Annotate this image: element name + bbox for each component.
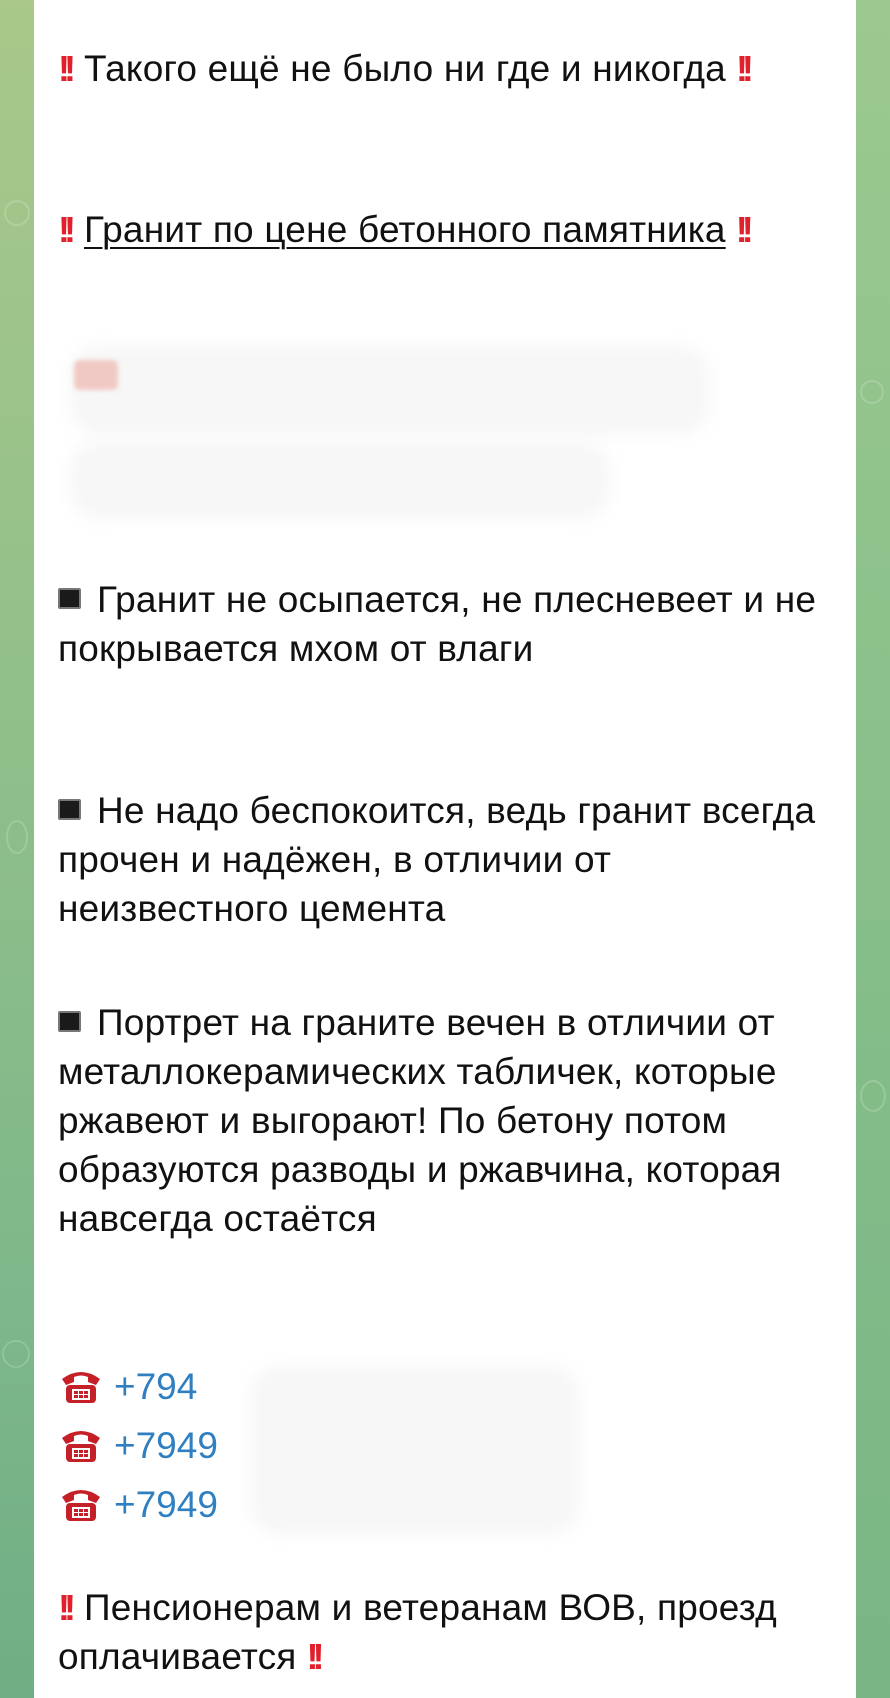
redacted-text: [70, 345, 710, 435]
chat-wallpaper-left: [0, 0, 34, 1698]
bullet-item-3: Портрет на граните вечен в отличии от металлокерамических табличек, которые ржавеют и выгорают! По бетону потом образуются разводы и ржавчина, которая навсегда остаётся: [58, 1002, 782, 1239]
black-square-icon: [58, 1011, 81, 1032]
double-exclamation-icon: !!: [735, 209, 748, 250]
black-square-icon: [58, 588, 81, 609]
telephone-icon: [58, 1365, 104, 1405]
chat-wallpaper-right: [856, 0, 890, 1698]
double-exclamation-icon: !!: [58, 48, 70, 89]
redacted-text: [70, 440, 610, 520]
headline: !! Такого ещё не было ни где и никогда !!: [58, 48, 748, 89]
double-exclamation-icon: !!: [306, 1636, 319, 1677]
subhead: !! Гранит по цене бетонного памятника !!: [58, 209, 748, 250]
phone-link-3[interactable]: +7949: [58, 1481, 218, 1529]
telephone-icon: [58, 1483, 104, 1523]
redacted-emoji: [74, 360, 118, 390]
redacted-phone-digits: [250, 1365, 580, 1535]
footer-text: !! Пенсионерам и ветеранам ВОВ, проезд оплачивается !!: [58, 1587, 777, 1677]
phone-link-1[interactable]: +794: [58, 1363, 197, 1411]
bullet-item-2: Не надо беспокоится, ведь гранит всегда прочен и надёжен, в отличии от неизвестного цемента: [58, 790, 816, 929]
double-exclamation-icon: !!: [58, 1587, 70, 1628]
phone-link-2[interactable]: +7949: [58, 1422, 218, 1470]
bullet-item-1: Гранит не осыпается, не плесневеет и не покрывается мхом от влаги: [58, 579, 817, 669]
double-exclamation-icon: !!: [58, 209, 70, 250]
double-exclamation-icon: !!: [735, 48, 748, 89]
black-square-icon: [58, 799, 81, 820]
telephone-icon: [58, 1424, 104, 1464]
